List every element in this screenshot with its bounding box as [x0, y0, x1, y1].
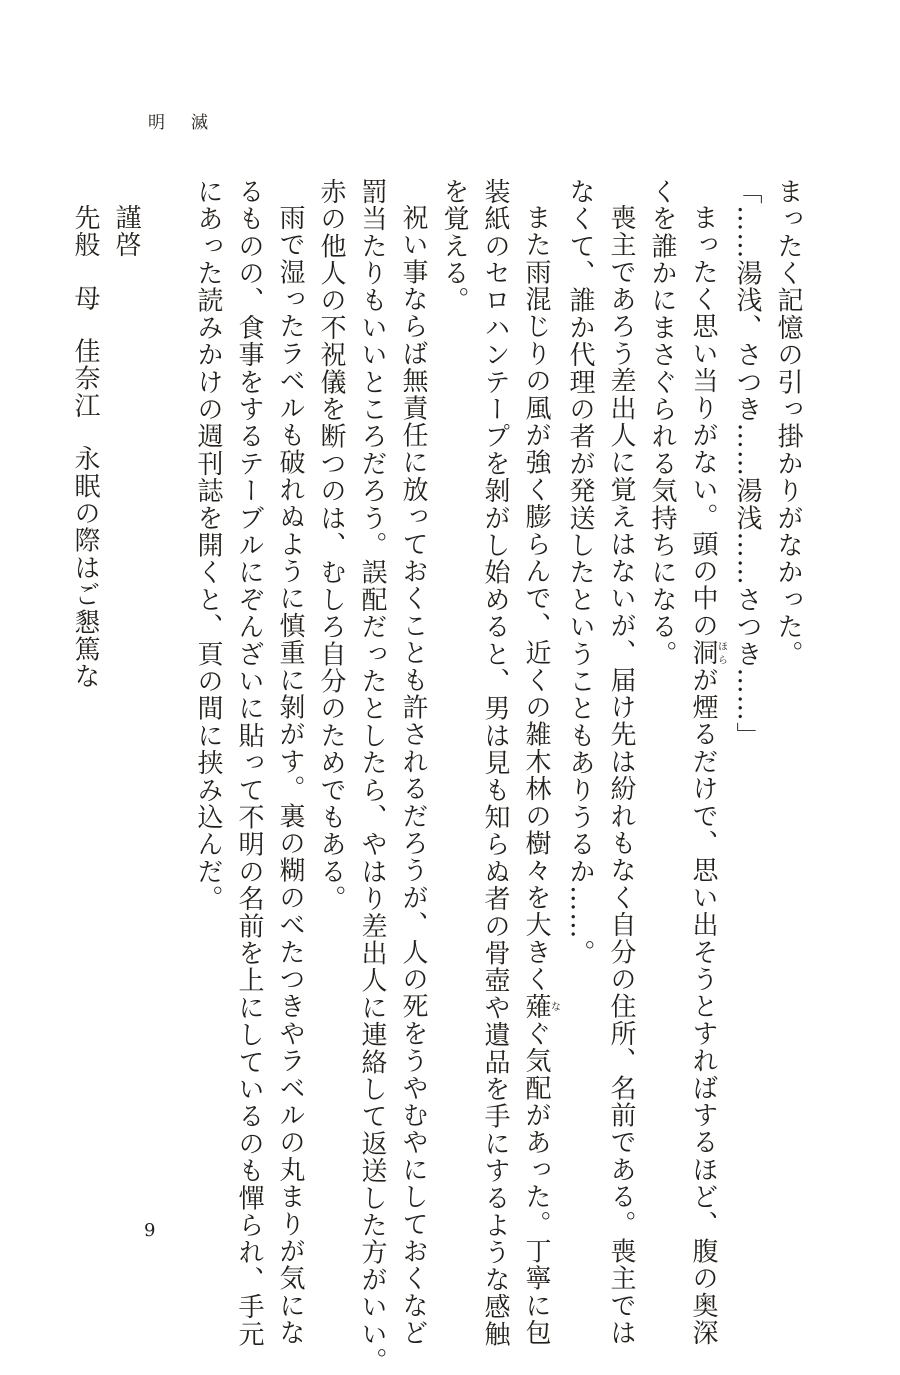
text-line: を覚える。	[439, 178, 469, 314]
running-head: 明滅	[148, 113, 234, 133]
text-line: 罰当たりもいいところだろう。誤配だったとしたら、やはり差出人に連絡して返送した方がいい。	[357, 178, 387, 1375]
text-segment: が煙るだけで、思い出そうとすればするほど、腹の奥深	[688, 666, 718, 1347]
letter-closing: 謹啓	[111, 204, 141, 259]
text-line: 「……湯浅、さつき……湯浅……さつき……」	[732, 178, 762, 750]
ruby-reading: な	[548, 992, 560, 1020]
signature-part: 佳奈江	[70, 337, 100, 420]
text-line: 喪主であろう差出人に覚えはないが、届け先は紛れもなく自分の住所、名前である。喪主では	[606, 204, 636, 1347]
text-segment: また雨混じりの風が強く膨らんで、近くの雑木林の樹々を大きく	[521, 204, 551, 993]
text-line	[515, 178, 560, 1347]
page-number: 9	[144, 1220, 156, 1241]
text-line: 雨で湿ったラベルも破れぬように慎重に剝がす。裏の糊のべたつきやラベルの丸まりが気にな	[275, 204, 305, 1347]
text-line: 赤の他人の不祝儀を断つのは、むしろ自分のためでもある。	[316, 178, 346, 913]
blank-line	[146, 178, 187, 1238]
signature-part: 先般	[70, 204, 100, 259]
ruby-reading: ほら	[715, 639, 727, 667]
text-line: にあった読みかけの週刊誌を開くと、頁の間に挟み込んだ。	[193, 178, 223, 913]
text-line: 祝い事ならば無責任に放っておくことも許されるだろうが、人の死をうやむやにしておくなど	[398, 204, 428, 1347]
signature-part: 母	[70, 284, 100, 312]
letter-body-start	[64, 178, 105, 1238]
text-line: なくて、誰か代理の者が発送したということもありうるか……。	[565, 178, 595, 967]
ruby-word	[688, 639, 727, 667]
text-line: るものの、食事をするテーブルにぞんざいに貼って不明の名前を上にしているのも憚られ、手元	[234, 178, 264, 1348]
body-text	[70, 178, 808, 1375]
ruby-base: 薙	[521, 992, 551, 1021]
text-line	[682, 178, 727, 1347]
text-segment: ぐ気配があった。丁寧に包	[521, 1020, 551, 1347]
text-line: くを誰かにまさぐられる気持ちになる。	[647, 178, 677, 668]
text-line: 装紙のセロハンテープを剝がし始めると、男は見も知らぬ者の骨壺や遺品を手にするような感触	[480, 178, 510, 1348]
signature-part: 永眠の際はご懇篤な	[70, 445, 100, 691]
text-line: まったく記憶の引っ掛かりがなかった。	[773, 178, 803, 668]
ruby-word	[521, 992, 560, 1021]
text-segment: まったく思い当りがない。頭の中の	[688, 204, 718, 640]
ruby-base: 洞	[688, 639, 718, 667]
